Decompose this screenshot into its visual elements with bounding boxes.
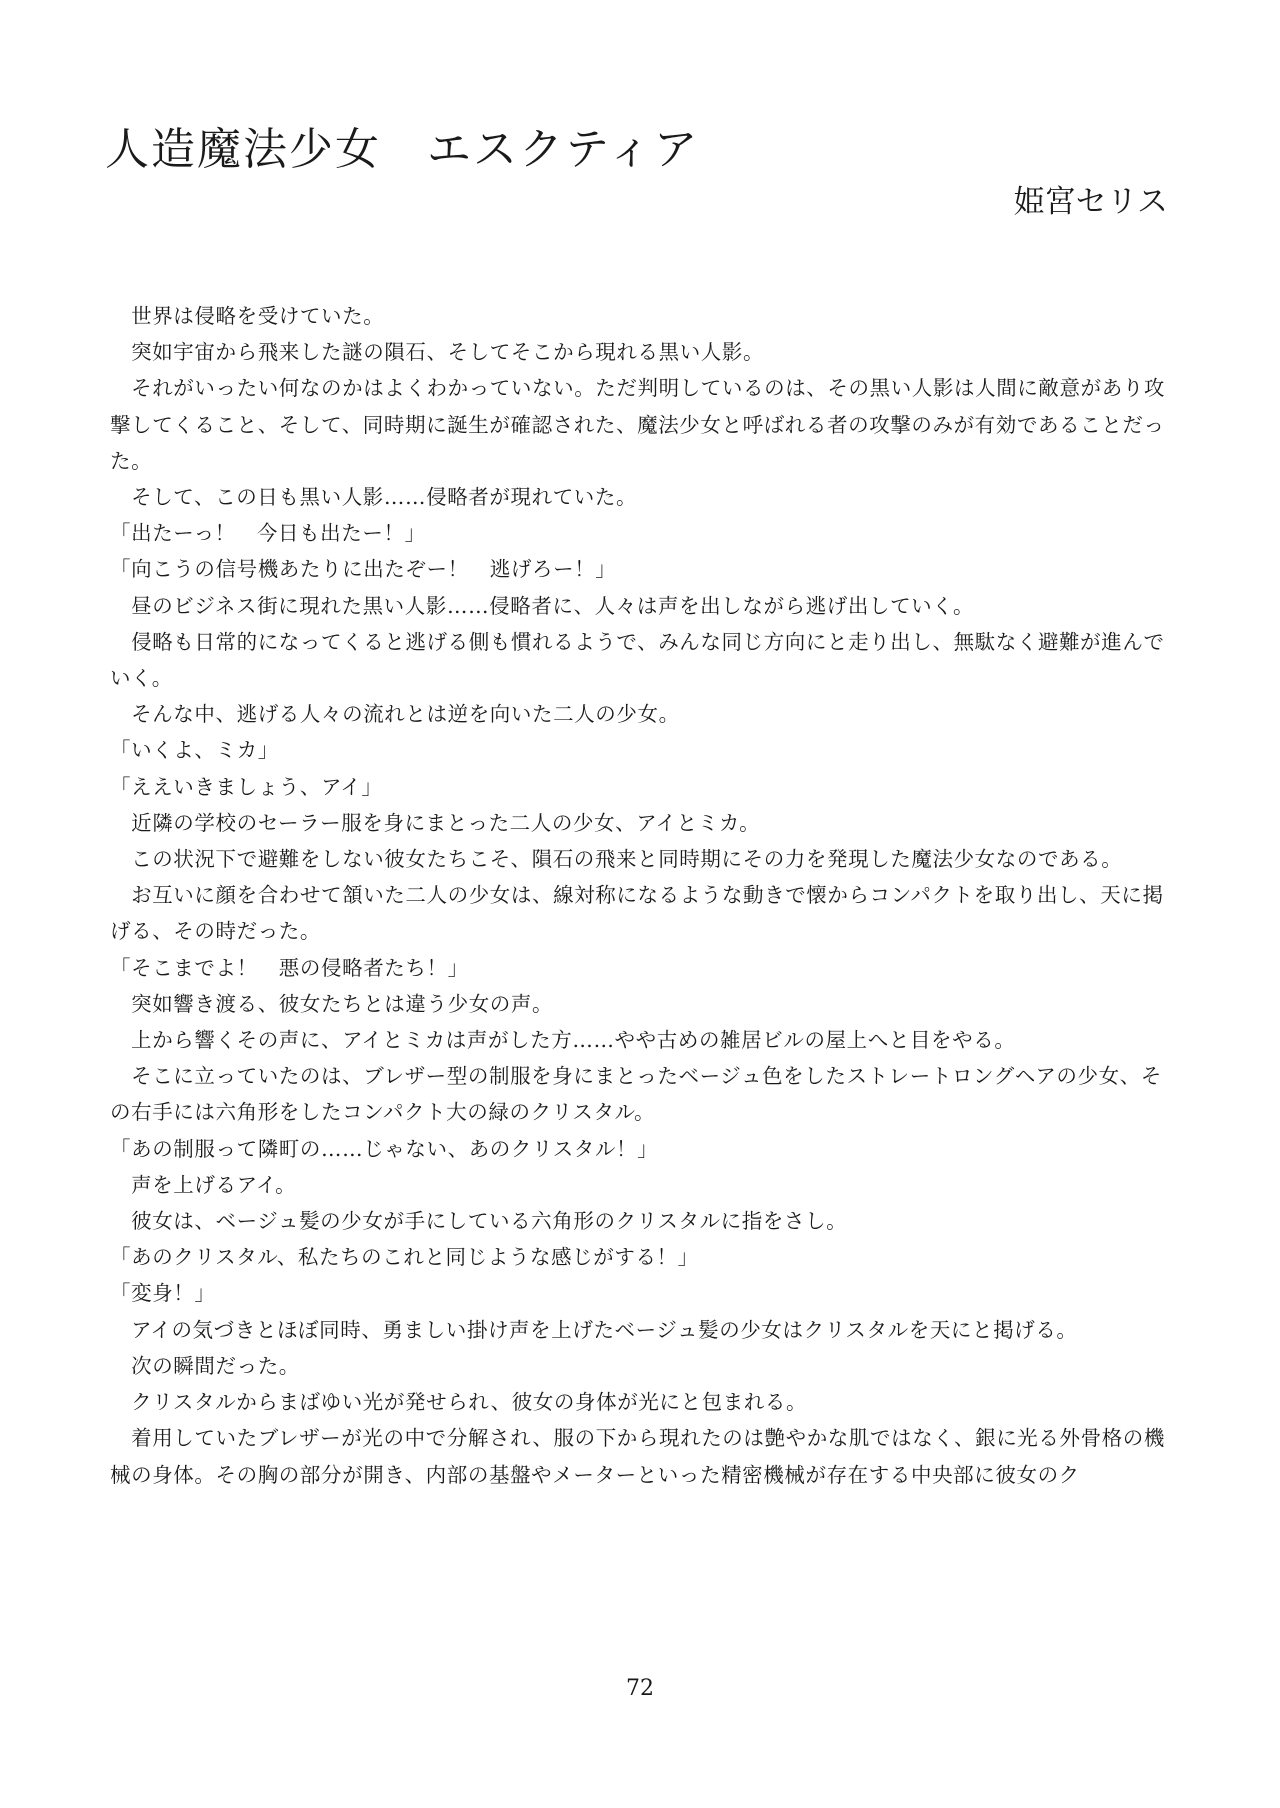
page-number: 72 xyxy=(626,1676,654,1701)
document-title: 人造魔法少女 エスクティア xyxy=(105,124,700,175)
paragraph: 近隣の学校のセーラー服を身にまとった二人の少女、アイとミカ。 xyxy=(110,810,761,835)
paragraph: 「あの制服って隣町の……じゃない、あのクリスタル！」 xyxy=(110,1136,659,1161)
paragraph: 突如響き渡る、彼女たちとは違う少女の声。 xyxy=(110,991,554,1016)
paragraph: 次の瞬間だった。 xyxy=(110,1353,300,1378)
paragraph: アイの気づきとほぼ同時、勇ましい掛け声を上げたベージュ髪の少女はクリスタルを天にと掲げる。 xyxy=(110,1317,1078,1342)
paragraph: 「出たーっ！ 今日も出たー！」 xyxy=(110,521,426,546)
paragraph: 「変身！」 xyxy=(110,1281,216,1306)
paragraph: それがいったい何なのかはよくわかっていない。ただ判明しているのは、その黒い人影は人間に敵意があり攻撃してくること、そして、同時期に誕生が確認された、魔法少女と呼ばれる者の攻撃のみが有効であることだった。 xyxy=(110,376,1165,473)
paragraph: 彼女は、ベージュ髪の少女が手にしている六角形のクリスタルに指をさし。 xyxy=(110,1209,848,1234)
paragraph: 「向こうの信号機あたりに出たぞー！ 逃げろー！」 xyxy=(110,557,617,582)
paragraph: 突如宇宙から飛来した謎の隕石、そしてそこから現れる黒い人影。 xyxy=(110,340,765,365)
paragraph: そんな中、逃げる人々の流れとは逆を向いた二人の少女。 xyxy=(110,702,680,727)
story-body xyxy=(110,298,1180,1493)
paragraph: 「いくよ、ミカ」 xyxy=(110,738,279,763)
paragraph: 「そこまでよ！ 悪の侵略者たち！」 xyxy=(110,955,469,980)
paragraph: 「ええいきましょう、アイ」 xyxy=(110,774,383,799)
paragraph: 声を上げるアイ。 xyxy=(110,1172,297,1197)
paragraph: お互いに顔を合わせて頷いた二人の少女は、線対称になるような動きで懐からコンパクトを取り出し、天に掲げる、その時だった。 xyxy=(110,883,1164,944)
paragraph: 着用していたブレザーが光の中で分解され、服の下から現れたのは艶やかな肌ではなく、銀に光る外骨格の機械の身体。その胸の部分が開き、内部の基盤やメーターといった精密機械が存在する中央部に彼女のク xyxy=(110,1426,1165,1487)
paragraph: 世界は侵略を受けていた。 xyxy=(110,304,385,328)
author-name: 姫宮セリス xyxy=(1013,184,1168,220)
paragraph: 上から響くその声に、アイとミカは声がした方……やや古めの雑居ビルの屋上へと目をやる。 xyxy=(110,1028,1016,1053)
paragraph: そして、この日も黒い人影……侵略者が現れていた。 xyxy=(110,485,638,510)
paragraph: 昼のビジネス街に現れた黒い人影……侵略者に、人々は声を出しながら逃げ出していく。 xyxy=(110,593,975,618)
paragraph: クリスタルからまばゆい光が発せられ、彼女の身体が光にと包まれる。 xyxy=(110,1390,808,1415)
paragraph: そこに立っていたのは、ブレザー型の制服を身にまとったベージュ色をしたストレートロングヘアの少女、その右手には六角形をしたコンパクト大の緑のクリスタル。 xyxy=(110,1064,1162,1125)
paragraph: この状況下で避難をしない彼女たちこそ、隕石の飛来と同時期にその力を発現した魔法少女なのである。 xyxy=(110,847,1123,872)
paragraph: 侵略も日常的になってくると逃げる側も慣れるようで、みんな同じ方向にと走り出し、無駄なく避難が進んでいく。 xyxy=(110,629,1165,691)
paragraph: 「あのクリスタル、私たちのこれと同じような感じがする！」 xyxy=(110,1245,699,1270)
